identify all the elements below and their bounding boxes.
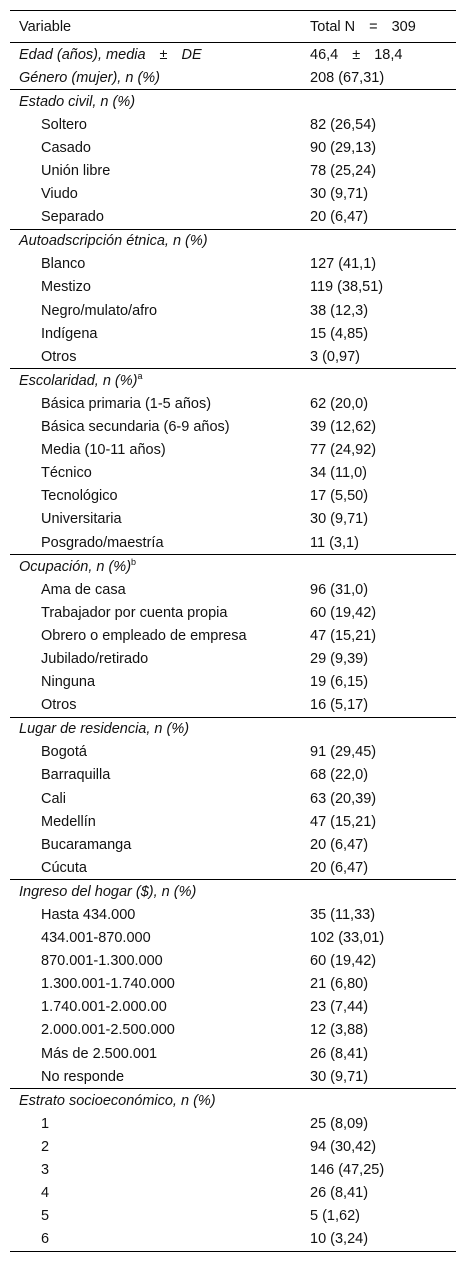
row-label: 1.300.001-1.740.000: [41, 976, 175, 993]
row-value: 3 (0,97): [310, 348, 360, 365]
row-label: Separado: [41, 209, 104, 226]
row-label: Blanco: [41, 256, 86, 273]
table-row: [10, 671, 456, 694]
table-body: [10, 89, 456, 1251]
table-row: [10, 462, 456, 485]
row-label: 870.001-1.300.000: [41, 953, 163, 970]
row-value: 20 (6,47): [310, 859, 369, 876]
row-value: 94 (30,42): [310, 1138, 377, 1155]
row-label: Posgrado/maestría: [41, 534, 164, 551]
row-label: Casado: [41, 139, 91, 156]
row-genero: [10, 66, 456, 89]
row-value: 68 (22,0): [310, 767, 369, 784]
row-value: 30 (9,71): [310, 1068, 369, 1085]
row-label: Otros: [41, 348, 77, 365]
row-value: 15 (4,85): [310, 325, 369, 342]
table-row: [10, 950, 456, 973]
table-row: [10, 1159, 456, 1182]
row-value: 78 (25,24): [310, 163, 377, 180]
row-label: Ama de casa: [41, 581, 126, 598]
row-value: 127 (41,1): [310, 256, 377, 273]
row-value: 26 (8,41): [310, 1045, 369, 1062]
header-total: [300, 19, 456, 35]
row-label: Barraquilla: [41, 767, 111, 784]
row-value: 19 (6,15): [310, 674, 369, 691]
row-label: Básica secundaria (6-9 años): [41, 419, 230, 436]
row-label: 2.000.001-2.500.000: [41, 1022, 175, 1039]
table-row: [10, 1065, 456, 1088]
table-row: [10, 183, 456, 206]
row-value: 47 (15,21): [310, 813, 377, 830]
section-title: Autoadscripción étnica, n (%): [19, 233, 208, 250]
row-label: 1: [41, 1115, 50, 1132]
row-label: Media (10-11 años): [41, 442, 166, 459]
row-label: Medellín: [41, 813, 96, 830]
row-value: 29 (9,39): [310, 650, 369, 667]
row-value: 77 (24,92): [310, 442, 377, 459]
row-label: Viudo: [41, 186, 78, 203]
row-value: 30 (9,71): [310, 511, 369, 528]
row-label: No responde: [41, 1068, 125, 1085]
section-header: [10, 368, 456, 392]
edad-pm: ±: [159, 46, 168, 63]
row-label: Soltero: [41, 116, 87, 133]
table-row: [10, 1042, 456, 1065]
row-label: Ninguna: [41, 674, 96, 691]
table-row: [10, 1135, 456, 1158]
table-row: [10, 345, 456, 368]
row-value: 17 (5,50): [310, 488, 369, 505]
row-label: Otros: [41, 697, 77, 714]
row-value: 63 (20,39): [310, 790, 377, 807]
row-label: Obrero o empleado de empresa: [41, 627, 247, 644]
table-row: [10, 647, 456, 670]
table-row: [10, 113, 456, 136]
table-row: [10, 903, 456, 926]
table-row: [10, 1228, 456, 1251]
row-value: 91 (29,45): [310, 744, 377, 761]
row-label: Bucaramanga: [41, 836, 132, 853]
row-label: 2: [41, 1138, 50, 1155]
row-label: Indígena: [41, 325, 98, 342]
section-title: Ingreso del hogar ($), n (%): [19, 883, 197, 900]
row-value: 38 (12,3): [310, 302, 369, 319]
row-value: 12 (3,88): [310, 1022, 369, 1039]
row-label: Tecnológico: [41, 488, 118, 505]
header-total-label: Total N: [310, 18, 356, 35]
row-value: 23 (7,44): [310, 999, 369, 1016]
table-row: [10, 973, 456, 996]
table-row: [10, 741, 456, 764]
row-label: Negro/mulato/afro: [41, 302, 158, 319]
row-label: 434.001-870.000: [41, 930, 151, 947]
row-value: 30 (9,71): [310, 186, 369, 203]
row-value: 26 (8,41): [310, 1185, 369, 1202]
section-header: [10, 229, 456, 253]
table-row: [10, 1112, 456, 1135]
section-title: Lugar de residencia, n (%): [19, 721, 190, 738]
section-header: [10, 554, 456, 578]
table-row: [10, 159, 456, 182]
row-label: Básica primaria (1-5 años): [41, 395, 212, 412]
table-row: [10, 392, 456, 415]
section-title: Ocupación, n (%): [19, 558, 132, 575]
section-header: [10, 717, 456, 741]
row-label: Universitaria: [41, 511, 122, 528]
row-label: 4: [41, 1185, 50, 1202]
table-row: [10, 299, 456, 322]
table-row: [10, 578, 456, 601]
data-table: [10, 0, 456, 1252]
row-value: 20 (6,47): [310, 836, 369, 853]
genero-value: 208 (67,31): [310, 69, 385, 86]
table-row: [10, 996, 456, 1019]
edad-pm2: ±: [352, 46, 361, 63]
section-header: [10, 89, 456, 113]
row-value: 82 (26,54): [310, 116, 377, 133]
header-variable: Variable: [19, 18, 72, 35]
edad-mean: 46,4: [310, 46, 339, 63]
row-label: Trabajador por cuenta propia: [41, 604, 228, 621]
table-row: [10, 439, 456, 462]
row-value: 5 (1,62): [310, 1208, 360, 1225]
section-header: [10, 879, 456, 903]
row-value: 96 (31,0): [310, 581, 369, 598]
row-value: 60 (19,42): [310, 604, 377, 621]
table-row: [10, 508, 456, 531]
row-label: Cúcuta: [41, 859, 87, 876]
section-title: Escolaridad, n (%): [19, 372, 138, 389]
table-row: [10, 601, 456, 624]
table-bottom-rule: [10, 1251, 456, 1252]
row-value: 62 (20,0): [310, 395, 369, 412]
row-value: 34 (11,0): [310, 465, 367, 482]
table-row: [10, 276, 456, 299]
row-value: 39 (12,62): [310, 419, 377, 436]
row-value: 10 (3,24): [310, 1231, 369, 1248]
row-label: Bogotá: [41, 744, 87, 761]
table-row: [10, 787, 456, 810]
table-row: [10, 833, 456, 856]
row-value: 25 (8,09): [310, 1115, 369, 1132]
table-row: [10, 322, 456, 345]
edad-sd: 18,4: [374, 46, 403, 63]
table-row: [10, 927, 456, 950]
footnote-marker: a: [137, 370, 143, 381]
section-header: [10, 1088, 456, 1112]
row-label: Jubilado/retirado: [41, 650, 149, 667]
table-row: [10, 1019, 456, 1042]
row-label: Más de 2.500.001: [41, 1045, 158, 1062]
section-title: Estrato socioeconómico, n (%): [19, 1092, 216, 1109]
row-label: Hasta 434.000: [41, 907, 136, 924]
row-value: 11 (3,1): [310, 534, 359, 551]
row-label: Mestizo: [41, 279, 91, 296]
row-label: 5: [41, 1208, 50, 1225]
row-value: 16 (5,17): [310, 697, 369, 714]
row-value: 60 (19,42): [310, 953, 377, 970]
table-row: [10, 810, 456, 833]
row-label: Cali: [41, 790, 66, 807]
table-row: [10, 416, 456, 439]
genero-label: Género (mujer), n (%): [19, 69, 161, 86]
table-row: [10, 1205, 456, 1228]
table-row: [10, 1182, 456, 1205]
table-row: [10, 694, 456, 717]
edad-de: DE: [181, 46, 202, 63]
row-label: 1.740.001-2.000.00: [41, 999, 167, 1016]
section-title: Estado civil, n (%): [19, 93, 136, 110]
row-value: 102 (33,01): [310, 930, 385, 947]
row-value: 21 (6,80): [310, 976, 369, 993]
header-eq: =: [369, 18, 378, 35]
header-total-value: 309: [391, 18, 416, 35]
row-value: 146 (47,25): [310, 1162, 385, 1179]
row-value: 20 (6,47): [310, 209, 369, 226]
table-row: [10, 624, 456, 647]
row-label: 6: [41, 1231, 50, 1248]
table-row: [10, 136, 456, 159]
table-header: [10, 10, 456, 43]
row-value: 90 (29,13): [310, 139, 377, 156]
row-label: 3: [41, 1162, 50, 1179]
table-row: [10, 856, 456, 879]
table-row: [10, 253, 456, 276]
row-label: Técnico: [41, 465, 92, 482]
table-row: [10, 206, 456, 229]
row-edad: [10, 43, 456, 66]
row-value: 119 (38,51): [310, 279, 384, 296]
table-row: [10, 764, 456, 787]
table-row: [10, 531, 456, 554]
table-row: [10, 485, 456, 508]
row-value: 35 (11,33): [310, 907, 376, 924]
edad-label: Edad (años), media: [19, 46, 146, 63]
row-value: 47 (15,21): [310, 627, 377, 644]
row-label: Unión libre: [41, 163, 111, 180]
footnote-marker: b: [131, 556, 137, 567]
